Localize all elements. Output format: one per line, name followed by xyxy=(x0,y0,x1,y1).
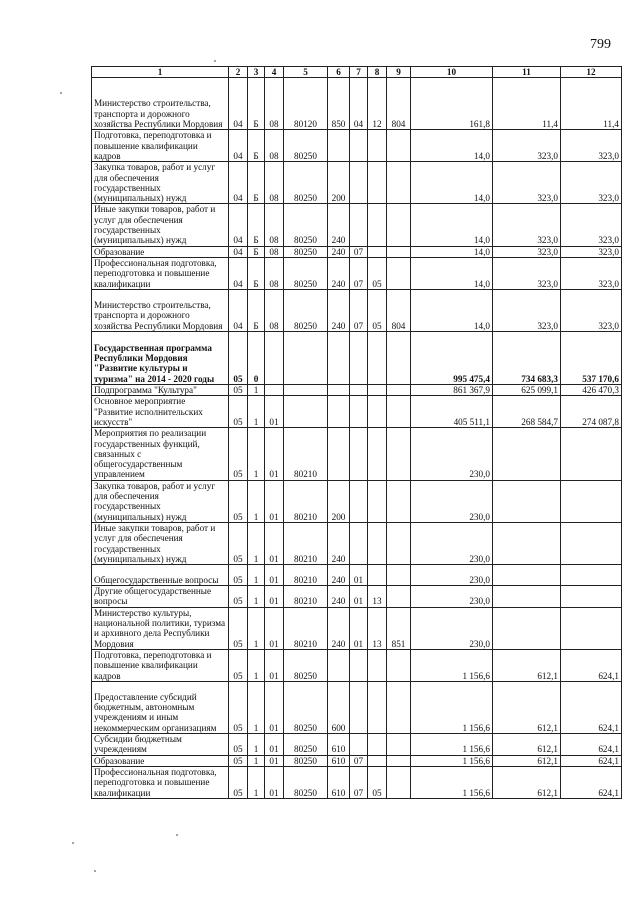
code-cell: 12 xyxy=(368,78,387,130)
amount-cell: 323,0 xyxy=(493,289,561,331)
code-cell: 08 xyxy=(265,257,284,289)
code-cell: Б xyxy=(248,257,265,289)
scan-speck xyxy=(176,834,178,836)
code-cell: 80250 xyxy=(284,162,328,204)
row-name-cell: Другие общегосударственные вопросы xyxy=(92,586,229,608)
table-row xyxy=(92,289,622,331)
row-name-cell: Общегосударственные вопросы xyxy=(92,565,229,586)
amount-cell: 11,4 xyxy=(561,78,622,130)
scan-speck xyxy=(60,92,62,94)
code-cell: 07 xyxy=(350,289,368,331)
code-cell: 08 xyxy=(265,246,284,257)
column-header: 9 xyxy=(387,67,411,78)
code-cell: 240 xyxy=(328,289,350,331)
code-cell: 0 xyxy=(248,331,265,384)
amount-cell: 323,0 xyxy=(561,204,622,246)
amount-cell: 323,0 xyxy=(493,162,561,204)
code-cell: 1 xyxy=(248,755,265,766)
code-cell: 08 xyxy=(265,78,284,130)
code-cell: 05 xyxy=(368,766,387,798)
table-row xyxy=(92,681,622,733)
code-cell: 01 xyxy=(350,586,368,608)
amount-cell: 861 367,9 xyxy=(411,384,493,395)
code-cell: 610 xyxy=(328,766,350,798)
code-cell xyxy=(328,428,350,480)
code-cell: 01 xyxy=(265,649,284,681)
code-cell: 05 xyxy=(229,733,248,755)
code-cell xyxy=(350,480,368,522)
amount-cell: 14,0 xyxy=(411,130,493,162)
code-cell: 80120 xyxy=(284,78,328,130)
table-header-row xyxy=(92,67,622,78)
code-cell: 80250 xyxy=(284,766,328,798)
table-row xyxy=(92,733,622,755)
code-cell: Б xyxy=(248,162,265,204)
column-header: 6 xyxy=(328,67,350,78)
budget-table xyxy=(91,66,622,799)
amount-cell: 405 511,1 xyxy=(411,396,493,428)
amount-cell: 624,1 xyxy=(561,649,622,681)
code-cell xyxy=(387,649,411,681)
amount-cell: 624,1 xyxy=(561,755,622,766)
amount-cell xyxy=(493,522,561,564)
code-cell xyxy=(387,246,411,257)
amount-cell xyxy=(493,586,561,608)
code-cell: 08 xyxy=(265,130,284,162)
table-row xyxy=(92,607,622,649)
code-cell: 1 xyxy=(248,396,265,428)
code-cell: 1 xyxy=(248,649,265,681)
amount-cell: 274 087,8 xyxy=(561,396,622,428)
row-name-cell: Подпрограмма "Культура" xyxy=(92,384,229,395)
code-cell xyxy=(368,480,387,522)
amount-cell: 323,0 xyxy=(561,289,622,331)
code-cell: 80250 xyxy=(284,130,328,162)
code-cell xyxy=(265,384,284,395)
code-cell: 04 xyxy=(229,78,248,130)
amount-cell: 1 156,6 xyxy=(411,733,493,755)
code-cell xyxy=(350,428,368,480)
code-cell xyxy=(350,204,368,246)
row-name-cell: Министерство строительства, транспорта и дорожного хозяйства Республики Мордовия xyxy=(92,78,229,130)
column-header: 12 xyxy=(561,67,622,78)
code-cell xyxy=(265,331,284,384)
amount-cell xyxy=(493,565,561,586)
table-row xyxy=(92,384,622,395)
code-cell xyxy=(368,755,387,766)
code-cell: 610 xyxy=(328,755,350,766)
code-cell: Б xyxy=(248,78,265,130)
amount-cell: 14,0 xyxy=(411,246,493,257)
amount-cell: 1 156,6 xyxy=(411,649,493,681)
code-cell xyxy=(368,396,387,428)
amount-cell: 323,0 xyxy=(493,246,561,257)
column-header: 1 xyxy=(92,67,229,78)
code-cell: 200 xyxy=(328,480,350,522)
code-cell xyxy=(350,681,368,733)
amount-cell xyxy=(561,565,622,586)
code-cell xyxy=(350,733,368,755)
row-name-cell: Основное мероприятие "Развитие исполнительских искусств" xyxy=(92,396,229,428)
code-cell xyxy=(387,384,411,395)
amount-cell: 624,1 xyxy=(561,681,622,733)
code-cell xyxy=(368,428,387,480)
code-cell xyxy=(350,522,368,564)
amount-cell: 323,0 xyxy=(493,204,561,246)
code-cell xyxy=(387,522,411,564)
code-cell: 1 xyxy=(248,681,265,733)
code-cell: 07 xyxy=(350,755,368,766)
code-cell: Б xyxy=(248,130,265,162)
code-cell xyxy=(387,681,411,733)
code-cell: 01 xyxy=(265,428,284,480)
amount-cell: 14,0 xyxy=(411,162,493,204)
table-row xyxy=(92,204,622,246)
code-cell xyxy=(387,204,411,246)
row-name-cell: Закупка товаров, работ и услуг для обеспечения государственных (муниципальных) нужд xyxy=(92,480,229,522)
row-name-cell: Министерство культуры, национальной политики, туризма и архивного дела Республики Мордовия xyxy=(92,607,229,649)
amount-cell: 14,0 xyxy=(411,204,493,246)
code-cell: 08 xyxy=(265,162,284,204)
column-header: 3 xyxy=(248,67,265,78)
code-cell: 240 xyxy=(328,607,350,649)
code-cell xyxy=(387,755,411,766)
amount-cell: 230,0 xyxy=(411,522,493,564)
code-cell xyxy=(368,733,387,755)
code-cell: 05 xyxy=(229,428,248,480)
table-row xyxy=(92,649,622,681)
code-cell xyxy=(328,384,350,395)
code-cell: 80210 xyxy=(284,607,328,649)
row-name-cell: Государственная программа Республики Мордовия "Развитие культуры и туризма" на 2014 - 2020 годы xyxy=(92,331,229,384)
amount-cell: 14,0 xyxy=(411,257,493,289)
code-cell: 05 xyxy=(368,257,387,289)
code-cell: 80250 xyxy=(284,257,328,289)
table-row xyxy=(92,755,622,766)
code-cell: 05 xyxy=(229,396,248,428)
row-name-cell: Министерство строительства, транспорта и дорожного хозяйства Республики Мордовия xyxy=(92,289,229,331)
code-cell: 07 xyxy=(350,246,368,257)
code-cell: 05 xyxy=(229,586,248,608)
code-cell: 804 xyxy=(387,289,411,331)
amount-cell: 161,8 xyxy=(411,78,493,130)
code-cell: 80250 xyxy=(284,246,328,257)
code-cell: 01 xyxy=(265,586,284,608)
amount-cell: 1 156,6 xyxy=(411,681,493,733)
code-cell: 05 xyxy=(229,480,248,522)
column-header: 11 xyxy=(493,67,561,78)
row-name-cell: Предоставление субсидий бюджетным, автономным учреждениям и иным некоммерческим организациям xyxy=(92,681,229,733)
amount-cell: 230,0 xyxy=(411,565,493,586)
amount-cell: 268 584,7 xyxy=(493,396,561,428)
amount-cell: 624,1 xyxy=(561,766,622,798)
code-cell: 04 xyxy=(229,289,248,331)
code-cell: 01 xyxy=(265,480,284,522)
row-name-cell: Закупка товаров, работ и услуг для обеспечения государственных (муниципальных) нужд xyxy=(92,162,229,204)
code-cell: 600 xyxy=(328,681,350,733)
amount-cell xyxy=(493,607,561,649)
table-row xyxy=(92,257,622,289)
code-cell: 240 xyxy=(328,246,350,257)
page-number: 799 xyxy=(590,37,611,52)
table-row xyxy=(92,565,622,586)
row-name-cell: Образование xyxy=(92,755,229,766)
code-cell: Б xyxy=(248,289,265,331)
code-cell: 80250 xyxy=(284,289,328,331)
code-cell: 80210 xyxy=(284,565,328,586)
row-name-cell: Профессиональная подготовка, переподготовка и повышение квалификации xyxy=(92,766,229,798)
code-cell: 1 xyxy=(248,733,265,755)
amount-cell xyxy=(561,522,622,564)
amount-cell: 14,0 xyxy=(411,289,493,331)
table-row xyxy=(92,331,622,384)
row-name-cell: Мероприятия по реализации государственных функций, связанных с общегосударственным управлением xyxy=(92,428,229,480)
table-row xyxy=(92,522,622,564)
code-cell xyxy=(328,130,350,162)
code-cell: 804 xyxy=(387,78,411,130)
code-cell: 1 xyxy=(248,522,265,564)
amount-cell: 1 156,6 xyxy=(411,766,493,798)
code-cell: 240 xyxy=(328,257,350,289)
column-header: 2 xyxy=(229,67,248,78)
amount-cell: 624,1 xyxy=(561,733,622,755)
code-cell: 04 xyxy=(229,130,248,162)
code-cell: 05 xyxy=(229,384,248,395)
code-cell: 80250 xyxy=(284,649,328,681)
amount-cell: 612,1 xyxy=(493,681,561,733)
code-cell: 01 xyxy=(265,565,284,586)
code-cell xyxy=(368,246,387,257)
amount-cell: 323,0 xyxy=(561,246,622,257)
code-cell xyxy=(368,649,387,681)
code-cell xyxy=(284,396,328,428)
column-header: 10 xyxy=(411,67,493,78)
row-name-cell: Профессиональная подготовка, переподготовка и повышение квалификации xyxy=(92,257,229,289)
amount-cell: 426 470,3 xyxy=(561,384,622,395)
code-cell: 240 xyxy=(328,586,350,608)
amount-cell: 612,1 xyxy=(493,733,561,755)
amount-cell: 995 475,4 xyxy=(411,331,493,384)
amount-cell: 612,1 xyxy=(493,755,561,766)
code-cell: 1 xyxy=(248,428,265,480)
code-cell xyxy=(328,649,350,681)
code-cell: 08 xyxy=(265,289,284,331)
code-cell xyxy=(350,130,368,162)
code-cell: 07 xyxy=(350,257,368,289)
code-cell: 05 xyxy=(229,681,248,733)
amount-cell: 612,1 xyxy=(493,649,561,681)
code-cell: 04 xyxy=(229,204,248,246)
code-cell xyxy=(328,396,350,428)
code-cell: 05 xyxy=(229,331,248,384)
code-cell: 1 xyxy=(248,607,265,649)
code-cell xyxy=(387,733,411,755)
amount-cell: 230,0 xyxy=(411,428,493,480)
code-cell: 01 xyxy=(265,522,284,564)
amount-cell: 230,0 xyxy=(411,607,493,649)
table-row xyxy=(92,766,622,798)
code-cell: 04 xyxy=(229,257,248,289)
code-cell: 05 xyxy=(229,607,248,649)
code-cell: 04 xyxy=(350,78,368,130)
table-row xyxy=(92,428,622,480)
code-cell xyxy=(387,331,411,384)
amount-cell: 1 156,6 xyxy=(411,755,493,766)
code-cell: 850 xyxy=(328,78,350,130)
code-cell xyxy=(387,766,411,798)
amount-cell: 323,0 xyxy=(561,257,622,289)
code-cell: 80210 xyxy=(284,522,328,564)
row-name-cell: Подготовка, переподготовка и повышение квалификации кадров xyxy=(92,649,229,681)
code-cell xyxy=(368,162,387,204)
table-row xyxy=(92,586,622,608)
amount-cell: 11,4 xyxy=(493,78,561,130)
code-cell: 07 xyxy=(350,766,368,798)
code-cell: 80250 xyxy=(284,204,328,246)
code-cell: 05 xyxy=(229,565,248,586)
code-cell: 01 xyxy=(265,396,284,428)
table-row xyxy=(92,396,622,428)
amount-cell: 323,0 xyxy=(493,130,561,162)
code-cell: 05 xyxy=(368,289,387,331)
row-name-cell: Образование xyxy=(92,246,229,257)
code-cell: 610 xyxy=(328,733,350,755)
code-cell: 1 xyxy=(248,384,265,395)
code-cell: 05 xyxy=(229,649,248,681)
table-row xyxy=(92,78,622,130)
code-cell xyxy=(387,396,411,428)
code-cell: Б xyxy=(248,204,265,246)
column-header: 4 xyxy=(265,67,284,78)
code-cell: 1 xyxy=(248,565,265,586)
row-name-cell: Иные закупки товаров, работ и услуг для обеспечения государственных (муниципальных) нужд xyxy=(92,522,229,564)
amount-cell xyxy=(561,586,622,608)
code-cell: 240 xyxy=(328,204,350,246)
column-header: 5 xyxy=(284,67,328,78)
row-name-cell: Иные закупки товаров, работ и услуг для обеспечения государственных (муниципальных) нужд xyxy=(92,204,229,246)
code-cell: 80250 xyxy=(284,733,328,755)
code-cell: 80250 xyxy=(284,755,328,766)
code-cell xyxy=(387,565,411,586)
code-cell: 1 xyxy=(248,766,265,798)
code-cell: 05 xyxy=(229,522,248,564)
code-cell: 80210 xyxy=(284,428,328,480)
code-cell xyxy=(387,162,411,204)
amount-cell: 537 170,6 xyxy=(561,331,622,384)
code-cell xyxy=(368,384,387,395)
code-cell: 01 xyxy=(265,766,284,798)
code-cell: 240 xyxy=(328,522,350,564)
code-cell: 04 xyxy=(229,246,248,257)
column-header: 8 xyxy=(368,67,387,78)
code-cell: 851 xyxy=(387,607,411,649)
code-cell xyxy=(350,162,368,204)
code-cell xyxy=(387,130,411,162)
code-cell: 240 xyxy=(328,565,350,586)
code-cell xyxy=(387,428,411,480)
code-cell: 05 xyxy=(229,766,248,798)
code-cell: 01 xyxy=(265,733,284,755)
code-cell: 01 xyxy=(265,607,284,649)
amount-cell: 323,0 xyxy=(561,130,622,162)
table-row xyxy=(92,130,622,162)
code-cell xyxy=(350,649,368,681)
code-cell xyxy=(328,331,350,384)
code-cell: 1 xyxy=(248,586,265,608)
code-cell: 05 xyxy=(229,755,248,766)
amount-cell: 323,0 xyxy=(493,257,561,289)
table-row xyxy=(92,246,622,257)
code-cell: 80210 xyxy=(284,480,328,522)
code-cell xyxy=(284,331,328,384)
code-cell: 08 xyxy=(265,204,284,246)
code-cell xyxy=(350,384,368,395)
code-cell: 80210 xyxy=(284,586,328,608)
scan-speck xyxy=(214,60,216,62)
code-cell xyxy=(368,681,387,733)
amount-cell: 230,0 xyxy=(411,586,493,608)
code-cell: 04 xyxy=(229,162,248,204)
code-cell: 01 xyxy=(350,565,368,586)
code-cell: 1 xyxy=(248,480,265,522)
amount-cell xyxy=(493,480,561,522)
scan-speck xyxy=(94,870,96,872)
table-row xyxy=(92,480,622,522)
code-cell xyxy=(284,384,328,395)
code-cell: 13 xyxy=(368,607,387,649)
amount-cell: 323,0 xyxy=(561,162,622,204)
column-header: 7 xyxy=(350,67,368,78)
code-cell: 200 xyxy=(328,162,350,204)
code-cell xyxy=(368,204,387,246)
code-cell xyxy=(387,586,411,608)
code-cell xyxy=(368,522,387,564)
amount-cell: 612,1 xyxy=(493,766,561,798)
code-cell xyxy=(387,480,411,522)
row-name-cell: Подготовка, переподготовка и повышение квалификации кадров xyxy=(92,130,229,162)
code-cell: 13 xyxy=(368,586,387,608)
code-cell: 01 xyxy=(265,755,284,766)
scan-speck xyxy=(72,842,74,844)
amount-cell: 625 099,1 xyxy=(493,384,561,395)
table-row xyxy=(92,162,622,204)
code-cell xyxy=(350,396,368,428)
code-cell: 80250 xyxy=(284,681,328,733)
code-cell: 01 xyxy=(350,607,368,649)
code-cell: Б xyxy=(248,246,265,257)
amount-cell xyxy=(561,480,622,522)
code-cell: 01 xyxy=(265,681,284,733)
amount-cell: 734 683,3 xyxy=(493,331,561,384)
row-name-cell: Субсидии бюджетным учреждениям xyxy=(92,733,229,755)
amount-cell: 230,0 xyxy=(411,480,493,522)
code-cell xyxy=(350,331,368,384)
amount-cell xyxy=(493,428,561,480)
code-cell xyxy=(368,565,387,586)
amount-cell xyxy=(561,428,622,480)
code-cell xyxy=(387,257,411,289)
amount-cell xyxy=(561,607,622,649)
code-cell xyxy=(368,130,387,162)
code-cell xyxy=(368,331,387,384)
